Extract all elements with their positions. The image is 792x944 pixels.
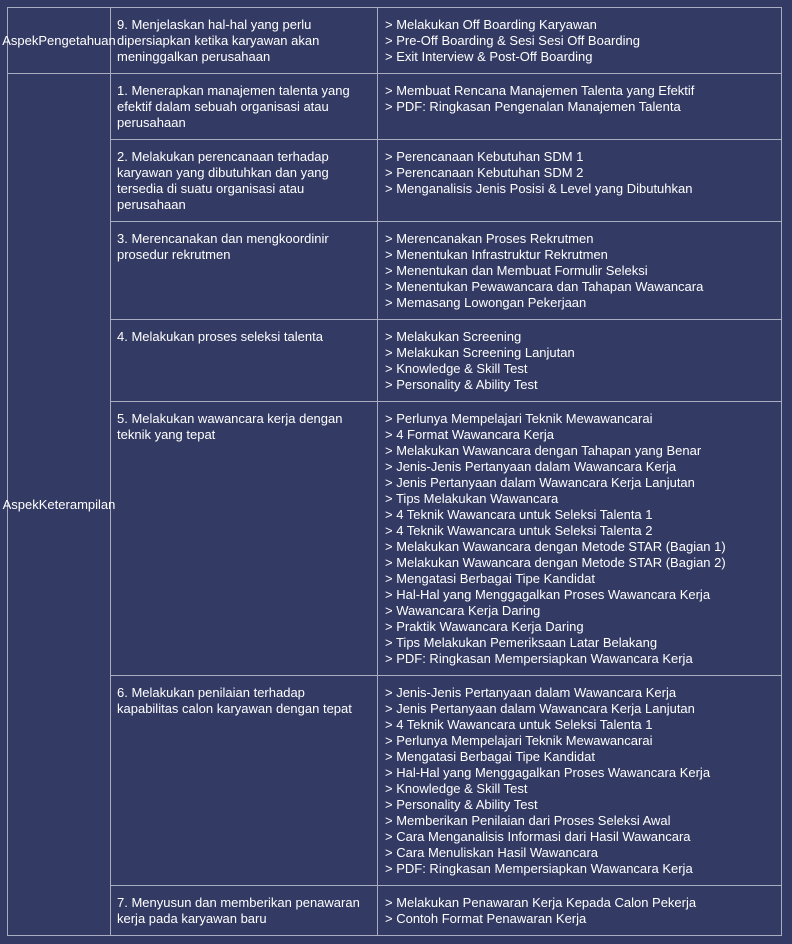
module-item: > Merencanakan Proses Rekrutmen (385, 231, 594, 246)
module-item: > Melakukan Off Boarding Karyawan (385, 17, 597, 32)
competency-table (2, 7, 782, 936)
module-item: > 4 Format Wawancara Kerja (385, 427, 554, 442)
module-item: > Menentukan Pewawancara dan Tahapan Wawancara (385, 279, 704, 294)
module-item: > Tips Melakukan Pemeriksaan Latar Belakang (385, 635, 658, 650)
module-item: > Mengatasi Berbagai Tipe Kandidat (385, 749, 595, 764)
module-item: > Knowledge & Skill Test (385, 781, 528, 796)
module-item: > Melakukan Screening (385, 329, 522, 344)
module-item: > Melakukan Penawaran Kerja Kepada Calon Pekerja (385, 895, 697, 910)
module-item: > Cara Menuliskan Hasil Wawancara (385, 845, 599, 860)
module-item: > Memasang Lowongan Pekerjaan (385, 295, 587, 310)
module-item: > Cara Menganalisis Informasi dari Hasil Wawancara (385, 829, 691, 844)
module-item: > Pre-Off Boarding & Sesi Sesi Off Boarding (385, 33, 640, 48)
competency-text: 2. Melakukan perencanaan terhadap karyawan yang dibutuhkan dan yang tersedia di suatu organisasi atau perusahaan (111, 140, 378, 222)
module-item: > Jenis Pertanyaan dalam Wawancara Kerja Lanjutan (385, 475, 695, 490)
module-item: > Contoh Format Penawaran Kerja (385, 911, 587, 926)
competency-text: 1. Menerapkan manajemen talenta yang efektif dalam sebuah organisasi atau perusahaan (111, 74, 378, 140)
aspect-label: Aspek Keterampilan (8, 74, 111, 936)
module-list (378, 8, 782, 74)
module-list (378, 140, 782, 222)
competency-text: 5. Melakukan wawancara kerja dengan teknik yang tepat (111, 402, 378, 676)
module-item: > PDF: Ringkasan Mempersiapkan Wawancara Kerja (385, 861, 693, 876)
module-item: > PDF: Ringkasan Mempersiapkan Wawancara Kerja (385, 651, 693, 666)
module-item: > Jenis-Jenis Pertanyaan dalam Wawancara Kerja (385, 459, 677, 474)
module-list (378, 222, 782, 320)
module-item: > Exit Interview & Post-Off Boarding (385, 49, 593, 64)
module-item: > 4 Teknik Wawancara untuk Seleksi Talenta 1 (385, 507, 653, 522)
module-item: > Perencanaan Kebutuhan SDM 2 (385, 165, 584, 180)
module-item: > PDF: Ringkasan Pengenalan Manajemen Talenta (385, 99, 681, 114)
module-item: > Menganalisis Jenis Posisi & Level yang Dibutuhkan (385, 181, 693, 196)
module-item: > Jenis Pertanyaan dalam Wawancara Kerja Lanjutan (385, 701, 695, 716)
module-list (378, 74, 782, 140)
module-item: > Jenis-Jenis Pertanyaan dalam Wawancara Kerja (385, 685, 677, 700)
module-item: > Perencanaan Kebutuhan SDM 1 (385, 149, 584, 164)
competency-text: 6. Melakukan penilaian terhadap kapabilitas calon karyawan dengan tepat (111, 676, 378, 886)
module-list (378, 886, 782, 936)
module-item: > 4 Teknik Wawancara untuk Seleksi Talenta 2 (385, 523, 653, 538)
module-item: > Tips Melakukan Wawancara (385, 491, 559, 506)
module-item: > Personality & Ability Test (385, 797, 538, 812)
module-item: > Personality & Ability Test (385, 377, 538, 392)
module-item: > Menentukan dan Membuat Formulir Seleksi (385, 263, 648, 278)
module-item: > Perlunya Mempelajari Teknik Mewawancarai (385, 733, 653, 748)
competency-text: 4. Melakukan proses seleksi talenta (111, 320, 378, 402)
module-item: > 4 Teknik Wawancara untuk Seleksi Talenta 1 (385, 717, 653, 732)
module-item: > Hal-Hal yang Menggagalkan Proses Wawancara Kerja (385, 587, 711, 602)
module-item: > Menentukan Infrastruktur Rekrutmen (385, 247, 608, 262)
aspect-label: Aspek Pengetahuan (8, 8, 111, 74)
module-item: > Melakukan Wawancara dengan Tahapan yang Benar (385, 443, 702, 458)
module-item: > Wawancara Kerja Daring (385, 603, 541, 618)
module-item: > Membuat Rencana Manajemen Talenta yang Efektif (385, 83, 695, 98)
module-item: > Memberikan Penilaian dari Proses Seleksi Awal (385, 813, 671, 828)
module-item: > Melakukan Wawancara dengan Metode STAR (Bagian 1) (385, 539, 726, 554)
module-item: > Melakukan Wawancara dengan Metode STAR (Bagian 2) (385, 555, 726, 570)
module-list (378, 402, 782, 676)
module-item: > Mengatasi Berbagai Tipe Kandidat (385, 571, 595, 586)
competency-text: 9. Menjelaskan hal-hal yang perlu dipersiapkan ketika karyawan akan meninggalkan perusahaan (111, 8, 378, 74)
competency-text: 7. Menyusun dan memberikan penawaran kerja pada karyawan baru (111, 886, 378, 936)
module-item: > Praktik Wawancara Kerja Daring (385, 619, 584, 634)
competency-text: 3. Merencanakan dan mengkoordinir prosedur rekrutmen (111, 222, 378, 320)
module-item: > Melakukan Screening Lanjutan (385, 345, 575, 360)
module-list (378, 320, 782, 402)
module-item: > Perlunya Mempelajari Teknik Mewawancarai (385, 411, 653, 426)
module-item: > Hal-Hal yang Menggagalkan Proses Wawancara Kerja (385, 765, 711, 780)
module-item: > Knowledge & Skill Test (385, 361, 528, 376)
module-list (378, 676, 782, 886)
